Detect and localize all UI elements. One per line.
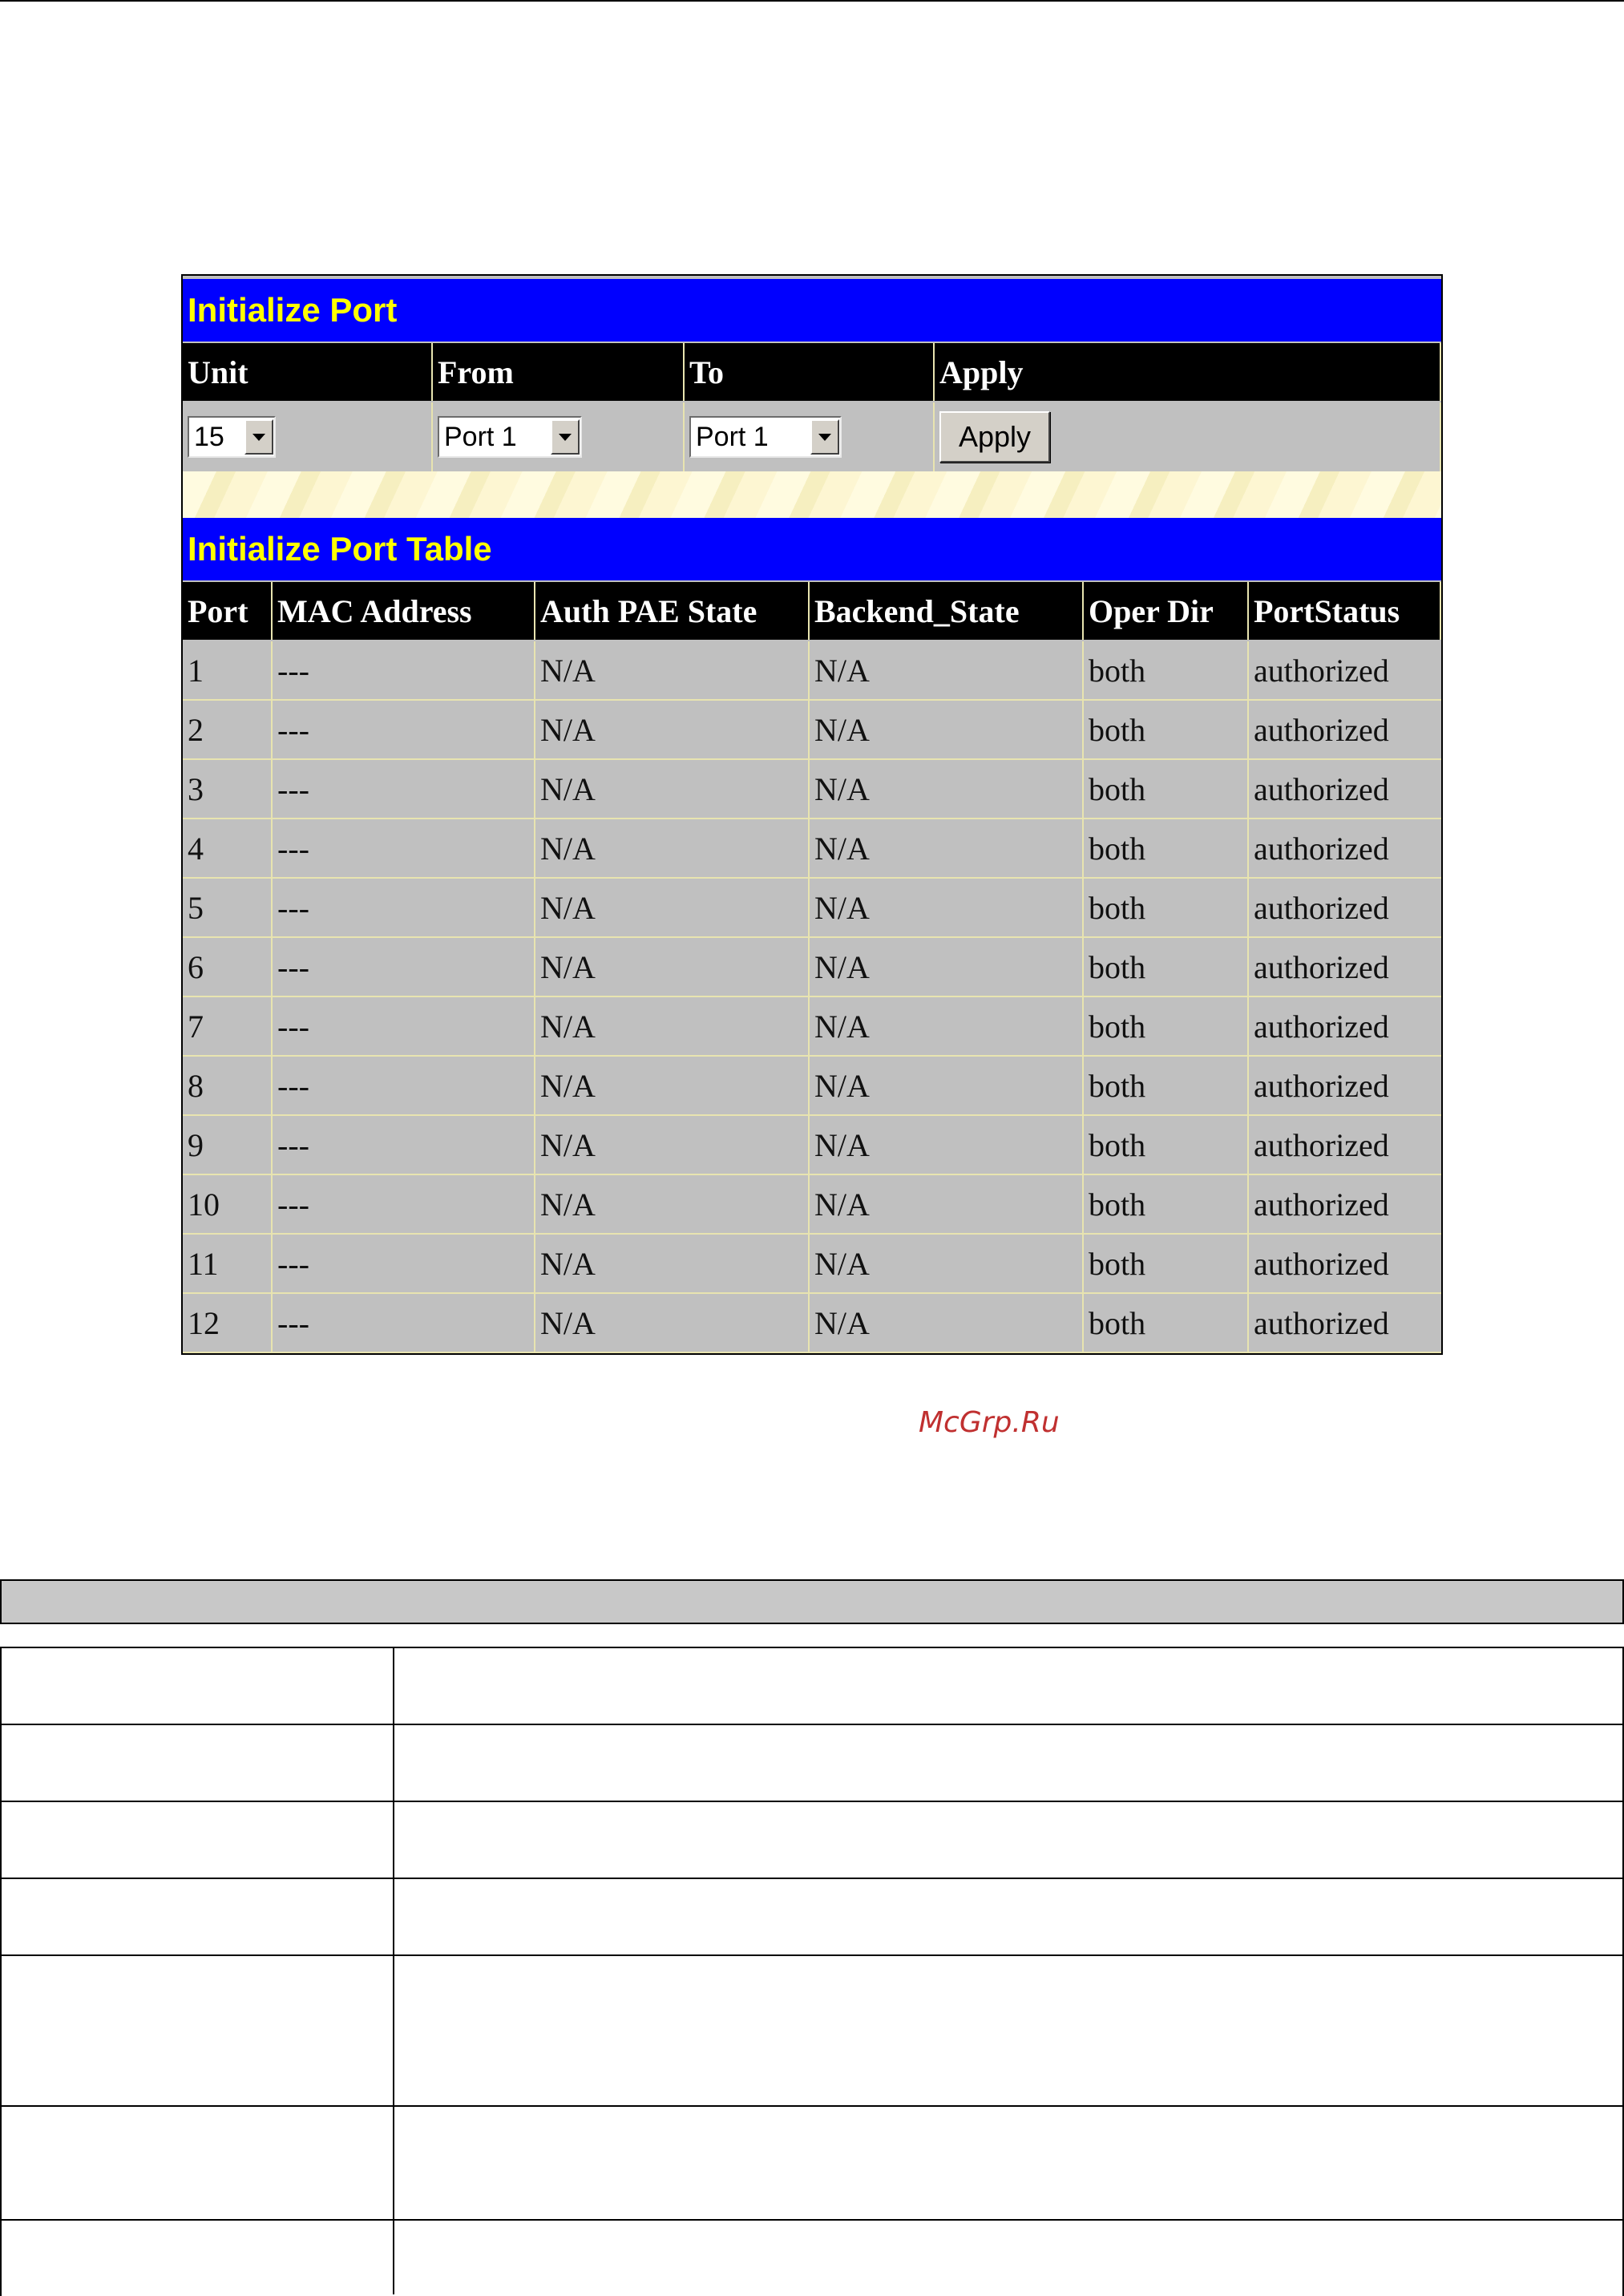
port-cell: 8 <box>183 1057 273 1116</box>
backend-state-cell: N/A <box>810 641 1084 701</box>
port-status-cell: authorized <box>1249 997 1441 1057</box>
table-row <box>183 1294 1441 1353</box>
to-header: To <box>685 343 935 401</box>
doc-row <box>2 1956 1622 2107</box>
doc-row <box>2 2107 1622 2221</box>
doc-value-cell <box>394 1879 1622 1954</box>
doc-row <box>2 1725 1622 1802</box>
doc-value-cell <box>394 1725 1622 1801</box>
backend-state-cell: N/A <box>810 819 1084 879</box>
from-port-select[interactable] <box>438 416 582 458</box>
doc-key-cell <box>2 1879 394 1954</box>
backend-state-cell: N/A <box>810 1175 1084 1235</box>
auth-pae-state-cell: N/A <box>535 1235 810 1294</box>
from-cell <box>433 402 685 471</box>
control-header-row <box>183 343 1441 401</box>
backend-state-cell: N/A <box>810 997 1084 1057</box>
auth-pae-state-cell: N/A <box>535 760 810 819</box>
oper-dir-cell: both <box>1084 997 1249 1057</box>
auth-pae-state-cell: N/A <box>535 997 810 1057</box>
mac-address-cell: --- <box>273 760 535 819</box>
port-status-cell: authorized <box>1249 1116 1441 1175</box>
doc-value-cell <box>394 2107 1622 2219</box>
auth-pae-state-cell: N/A <box>535 641 810 701</box>
auth-pae-state-cell: N/A <box>535 938 810 997</box>
mac-address-cell: --- <box>273 641 535 701</box>
table-row <box>183 819 1441 879</box>
port-status-cell: authorized <box>1249 1175 1441 1235</box>
oper-dir-cell: both <box>1084 641 1249 701</box>
table-row <box>183 760 1441 819</box>
table-row <box>183 701 1441 760</box>
port-cell: 1 <box>183 641 273 701</box>
document-table <box>0 1647 1624 2296</box>
doc-key-cell <box>2 1802 394 1878</box>
oper-dir-cell: both <box>1084 1116 1249 1175</box>
apply-header: Apply <box>935 343 1441 401</box>
doc-row <box>2 1802 1622 1879</box>
port-header: Port <box>183 582 273 640</box>
auth-pae-state-cell: N/A <box>535 1116 810 1175</box>
table-row <box>183 1116 1441 1175</box>
doc-row <box>2 2221 1622 2294</box>
chevron-down-icon[interactable] <box>810 419 839 455</box>
auth-pae-state-cell: N/A <box>535 1294 810 1353</box>
port-cell: 11 <box>183 1235 273 1294</box>
mac-address-cell: --- <box>273 1175 535 1235</box>
to-port-select[interactable] <box>689 416 842 458</box>
port-cell: 5 <box>183 879 273 938</box>
mac-address-cell: --- <box>273 997 535 1057</box>
chevron-down-icon[interactable] <box>244 419 273 455</box>
auth-pae-state-cell: N/A <box>535 879 810 938</box>
port-cell: 9 <box>183 1116 273 1175</box>
port-cell: 2 <box>183 701 273 760</box>
control-row <box>183 402 1441 471</box>
auth-pae-state-cell: N/A <box>535 701 810 760</box>
mac-address-cell: --- <box>273 938 535 997</box>
oper-dir-cell: both <box>1084 879 1249 938</box>
from-port-value: Port 1 <box>444 421 517 452</box>
mac-address-cell: --- <box>273 879 535 938</box>
to-cell <box>685 402 935 471</box>
chevron-down-icon[interactable] <box>551 419 580 455</box>
auth-pae-state-cell: N/A <box>535 819 810 879</box>
top-rule <box>0 0 1624 2</box>
doc-key-cell <box>2 1725 394 1801</box>
table-row <box>183 641 1441 701</box>
unit-header: Unit <box>183 343 433 401</box>
table-row <box>183 879 1441 938</box>
doc-value-cell <box>394 1956 1622 2105</box>
port-status-cell: authorized <box>1249 641 1441 701</box>
port-status-cell: authorized <box>1249 1235 1441 1294</box>
mac-address-cell: --- <box>273 701 535 760</box>
oper-dir-cell: both <box>1084 760 1249 819</box>
doc-value-cell <box>394 1802 1622 1878</box>
backend-state-cell: N/A <box>810 879 1084 938</box>
port-status-cell: authorized <box>1249 879 1441 938</box>
port-cell: 12 <box>183 1294 273 1353</box>
oper-dir-cell: both <box>1084 819 1249 879</box>
initialize-port-panel <box>181 274 1443 1439</box>
to-port-value: Port 1 <box>696 421 769 452</box>
backend-state-cell: N/A <box>810 1294 1084 1353</box>
mac-address-header: MAC Address <box>273 582 535 640</box>
port-status-cell: authorized <box>1249 701 1441 760</box>
port-status-header: PortStatus <box>1249 582 1441 640</box>
table-row <box>183 1175 1441 1235</box>
doc-value-cell <box>394 1648 1622 1724</box>
port-status-cell: authorized <box>1249 938 1441 997</box>
initialize-port-table-title: Initialize Port Table <box>183 518 1441 580</box>
port-status-cell: authorized <box>1249 760 1441 819</box>
doc-key-cell <box>2 2221 394 2294</box>
port-status-cell: authorized <box>1249 1057 1441 1116</box>
mac-address-cell: --- <box>273 1235 535 1294</box>
mac-address-cell: --- <box>273 1294 535 1353</box>
doc-key-cell <box>2 1956 394 2105</box>
backend-state-cell: N/A <box>810 1235 1084 1294</box>
table-row <box>183 1057 1441 1116</box>
backend-state-cell: N/A <box>810 938 1084 997</box>
port-cell: 10 <box>183 1175 273 1235</box>
mac-address-cell: --- <box>273 1116 535 1175</box>
mac-address-cell: --- <box>273 1057 535 1116</box>
doc-key-cell <box>2 2107 394 2219</box>
oper-dir-cell: both <box>1084 1294 1249 1353</box>
backend-state-cell: N/A <box>810 760 1084 819</box>
port-cell: 6 <box>183 938 273 997</box>
doc-value-cell <box>394 2221 1622 2294</box>
document-header-bar <box>0 1579 1624 1624</box>
initialize-port-title: Initialize Port <box>183 279 1441 342</box>
port-status-cell: authorized <box>1249 1294 1441 1353</box>
decorative-band <box>183 471 1441 518</box>
unit-select-value: 15 <box>194 421 224 452</box>
auth-pae-state-cell: N/A <box>535 1175 810 1235</box>
unit-select[interactable] <box>188 416 276 458</box>
auth-pae-state-header: Auth PAE State <box>535 582 810 640</box>
apply-button[interactable]: Apply <box>939 411 1050 463</box>
oper-dir-cell: both <box>1084 1057 1249 1116</box>
backend-state-cell: N/A <box>810 701 1084 760</box>
table-row <box>183 938 1441 997</box>
unit-cell <box>183 402 433 471</box>
backend-state-cell: N/A <box>810 1116 1084 1175</box>
table-header-row <box>183 582 1441 640</box>
doc-key-cell <box>2 1648 394 1724</box>
oper-dir-header: Oper Dir <box>1084 582 1249 640</box>
port-cell: 7 <box>183 997 273 1057</box>
port-status-cell: authorized <box>1249 819 1441 879</box>
auth-pae-state-cell: N/A <box>535 1057 810 1116</box>
backend-state-cell: N/A <box>810 1057 1084 1116</box>
doc-row <box>2 1648 1622 1725</box>
oper-dir-cell: both <box>1084 1175 1249 1235</box>
oper-dir-cell: both <box>1084 1235 1249 1294</box>
watermark: McGrp.Ru <box>919 1406 1060 1439</box>
port-cell: 3 <box>183 760 273 819</box>
mac-address-cell: --- <box>273 819 535 879</box>
table-row <box>183 997 1441 1057</box>
doc-row <box>2 1879 1622 1956</box>
backend-state-header: Backend_State <box>810 582 1084 640</box>
table-row <box>183 1235 1441 1294</box>
port-cell: 4 <box>183 819 273 879</box>
apply-cell <box>935 402 1441 471</box>
from-header: From <box>433 343 685 401</box>
oper-dir-cell: both <box>1084 701 1249 760</box>
oper-dir-cell: both <box>1084 938 1249 997</box>
